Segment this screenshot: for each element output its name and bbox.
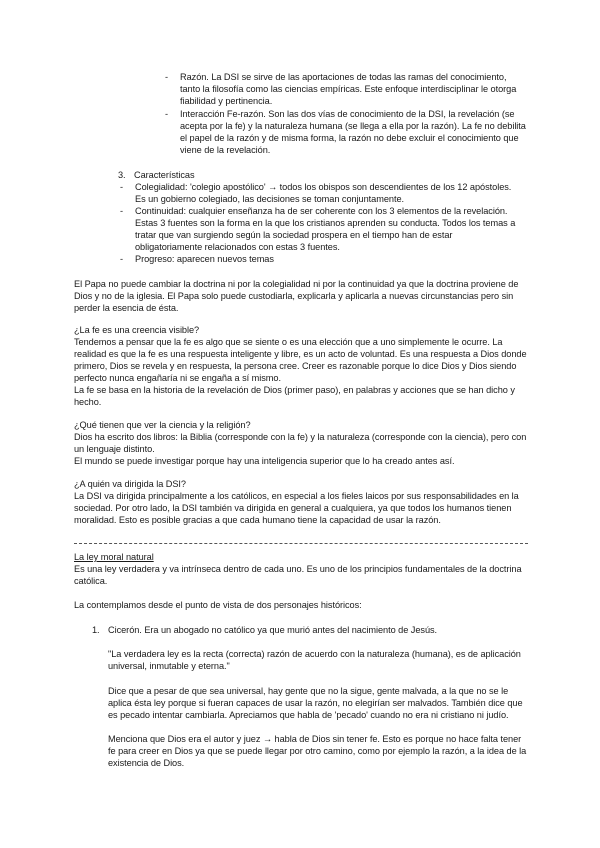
razon-line-3: fiabilidad y pertinencia. [180, 96, 273, 106]
dice-line-1: Dice que a pesar de que sea universal, hay gente que no la sigue, gente malvada, a la que no se le [108, 686, 509, 696]
progreso-line: Progreso: aparecen nuevos temas [135, 254, 274, 264]
ciceron-line: Cicerón. Era un abogado no católico ya que murió antes del nacimiento de Jesús. [108, 625, 438, 635]
dsi-dirigida-heading: ¿A quién va dirigida la DSI? [74, 479, 186, 489]
ley-moral-intro-1: Es una ley verdadera y va intrínseca dentro de cada uno. Es uno de los principios fundamentales de la doctrina [74, 564, 522, 574]
menciona-line-2: fe para creer en Dios ya que se puede llegar por otro camino, como por ejemplo la razón, a la idea de la [108, 746, 527, 756]
quote-line-2: universal, inmutable y eterna." [108, 661, 230, 671]
list-bullet: - [165, 109, 169, 119]
interaccion-line-1: Interacción Fe-razón. Son las dos vías de conocimiento de la DSI, la revelación (se [180, 109, 515, 119]
ciencia-religion-line-2: un lenguaje distinto. [74, 444, 155, 454]
section-divider [74, 543, 528, 544]
colegialidad-line-2: Es un gobierno colegiado, las decisiones se toman conjuntamente. [135, 194, 405, 204]
list-bullet: - [120, 254, 124, 264]
fe-visible-line-5: La fe se basa en la historia de la revelación de Dios (primer paso), en palabras y acciones que se han dicho y [74, 385, 515, 395]
menciona-line-1: Menciona que Dios era el autor y juez → habla de Dios sin tener fe. Esto es porque no hace falta tener [108, 734, 522, 744]
papa-line-1: El Papa no puede cambiar la doctrina ni por la colegialidad ni por la continuidad ya que la doctrina proviene de [74, 279, 519, 289]
continuidad-line-2: Estas 3 fuentes son la forma en la que los cristianos aprenden su conducta. Todos los temas a [135, 218, 516, 228]
ley-moral-intro-2: católica. [74, 576, 108, 586]
list-bullet: - [120, 182, 124, 192]
fe-visible-line-4: perfecto nunca engañaría ni se engaña a sí mismo. [74, 373, 281, 383]
menciona-line-3: existencia de Dios. [108, 758, 185, 768]
fe-visible-heading: ¿La fe es una creencia visible? [74, 325, 200, 335]
list-bullet: - [120, 206, 124, 216]
ciencia-religion-line-1: Dios ha escrito dos libros: la Biblia (corresponde con la fe) y la naturaleza (corresponde con la ciencia), pero con [74, 432, 527, 442]
ciencia-religion-heading: ¿Qué tienen que ver la ciencia y la religión? [74, 420, 251, 430]
razon-line-1: Razón. La DSI se sirve de las aportaciones de todas las ramas del conocimiento, [180, 72, 507, 82]
colegialidad-line-1: Colegialidad: 'colegio apostólico' → todos los obispos son descendientes de los 12 apóstoles. [135, 182, 512, 192]
dsi-dirigida-line-3: moralidad. Esto es posible gracias a que cada humano tiene la capacidad de usar la razón. [74, 515, 441, 525]
quote-line-1: "La verdadera ley es la recta (correcta) razón de acuerdo con la naturaleza (humana), es de aplicación [108, 649, 521, 659]
fe-visible-line-6: hecho. [74, 397, 102, 407]
ley-moral-heading: La ley moral natural [74, 552, 154, 562]
interaccion-line-2: acepta por la fe) y la naturaleza humana (se llega a ella por la razón). La fe no debilita [180, 121, 526, 131]
interaccion-line-3: el papel de la razón y de misma forma, la razón no debe excluir el conocimiento que [180, 133, 519, 143]
dice-line-2: aplica ésta ley porque si fueran capaces de usar la razón, no elegirían ser malvados. También dice que [108, 698, 523, 708]
fe-visible-line-3: primero, Dios se revela y en respuesta, la persona cree. Creer es razonable porque lo dice Dios y Dios siendo [74, 361, 517, 371]
papa-line-2: Dios y no de la iglesia. El Papa solo puede custodiarla, explicarla y aplicarla a nuevas circunstancias pero sin [74, 291, 514, 301]
dice-line-3: es pecado intentar cambiarla. Apreciamos que habla de 'pecado' cuando no era ni cristiano ni judío. [108, 710, 509, 720]
fe-visible-line-2: realidad es que la fe es una respuesta inteligente y libre, es un acto de voluntad. Es una respuesta a Dios donde [74, 349, 527, 359]
interaccion-line-4: viene de la revelación. [180, 145, 271, 155]
list-bullet: - [165, 72, 169, 82]
continuidad-line-4: obligatoriamente relacionados con estas 3 fuentes. [135, 242, 340, 252]
dsi-dirigida-line-1: La DSI va dirigida principalmente a los católicos, en especial a los fieles laicos por sus responsabilidades en la [74, 491, 519, 501]
caracteristicas-title: Características [134, 170, 195, 180]
dsi-dirigida-line-2: sociedad. Por otro lado, la DSI también va dirigida en general a cualquiera, ya que todos los humanos tienen [74, 503, 512, 513]
fe-visible-line-1: Tendemos a pensar que la fe es algo que se siente o es una elección que a uno simplemente le ocurre. La [74, 337, 503, 347]
caracteristicas-number: 3. [118, 170, 126, 180]
ciceron-number: 1. [92, 625, 100, 635]
contemplamos-line: La contemplamos desde el punto de vista de dos personajes históricos: [74, 600, 362, 610]
continuidad-line-1: Continuidad: cualquier enseñanza ha de ser coherente con los 3 elementos de la revelación. [135, 206, 508, 216]
ciencia-religion-line-3: El mundo se puede investigar porque hay una inteligencia superior que lo ha creado antes así. [74, 456, 455, 466]
papa-line-3: perder la esencia de ésta. [74, 303, 179, 313]
razon-line-2: tanto la filosofía como las ciencias empíricas. Este enfoque interdisciplinar le otorga [180, 84, 517, 94]
continuidad-line-3: tratar que van surgiendo según la sociedad prospera en el tiempo han de estar [135, 230, 453, 240]
